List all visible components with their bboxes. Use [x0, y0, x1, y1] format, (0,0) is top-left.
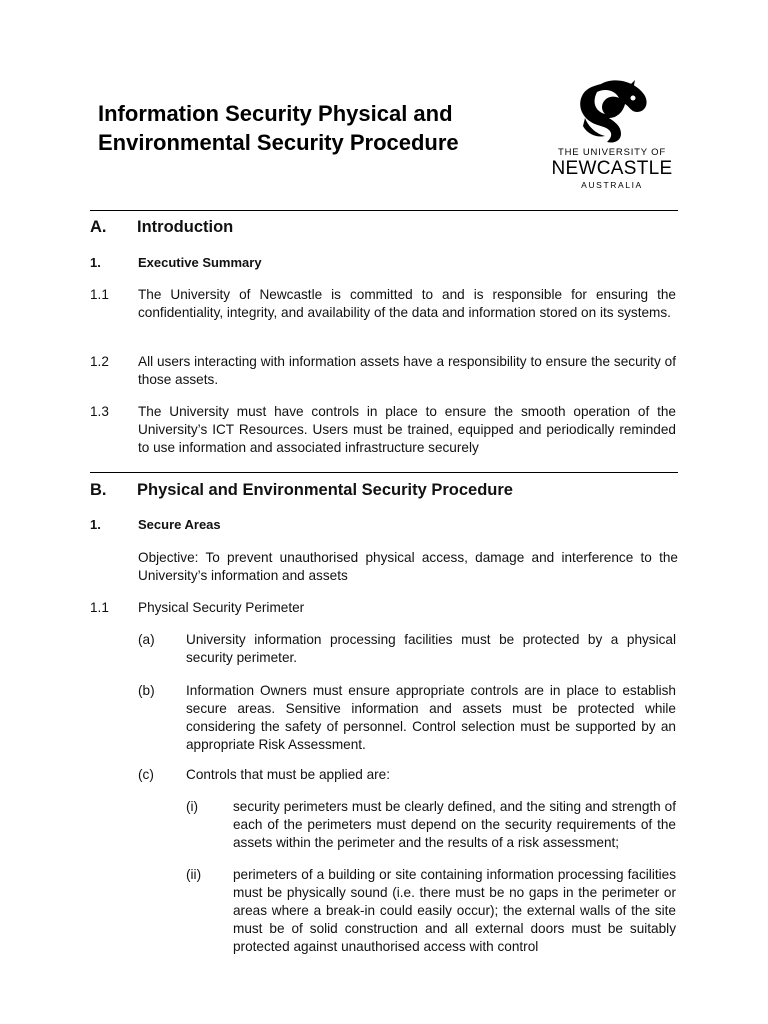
clause-text: The University of Newcastle is committed to and is responsible for ensuring the confidentiality, integrity, and availability of the data and information stored on its systems. [138, 287, 676, 320]
item-text: Controls that must be applied are: [186, 767, 391, 782]
section-letter: B. [90, 481, 107, 499]
document-title: Information Security Physical and Environmental Security Procedure [98, 101, 459, 155]
objective-body: Objective: To prevent unauthorised physical access, damage and interference to the University’s information and assets [138, 550, 678, 583]
clause-number: 1.1 [90, 287, 109, 302]
item-number: (a) [138, 632, 155, 647]
subheading-title: Secure Areas [138, 517, 221, 532]
item-number: (c) [138, 767, 154, 782]
clause-number: 1.3 [90, 404, 109, 419]
logo-line-2: NEWCASTLE [551, 158, 673, 179]
divider [90, 210, 678, 211]
logo-line-3: AUSTRALIA [581, 180, 643, 190]
item-text: Information Owners must ensure appropriate controls are in place to establish secure areas. Sensitive information and assets must be protected while considering the safety of personnel. Control selection must be supported by an appropriate Risk Assessment. [186, 683, 676, 752]
clause-number: 1.1 [90, 600, 109, 615]
clause-text: All users interacting with information assets have a responsibility to ensure the security of those assets. [138, 354, 676, 387]
subitem-number: (i) [186, 799, 199, 814]
subheading-title: Executive Summary [138, 255, 262, 270]
clause-number: 1.2 [90, 354, 109, 369]
seahorse-emblem-icon [575, 78, 649, 144]
clause-text: The University must have controls in place to ensure the smooth operation of the University’s ICT Resources. Users must be trained, equipped and periodically reminded to use information and associated infrastructure securely [138, 404, 676, 455]
clause-text: Physical Security Perimeter [138, 600, 305, 615]
logo-line-1: THE UNIVERSITY OF [558, 147, 666, 158]
subheading-number: 1. [90, 517, 101, 532]
subitem-text: security perimeters must be clearly defined, and the siting and strength of each of the perimeters must depend on the security requirements of the assets within the perimeter and the results of a risk assessment; [233, 799, 676, 850]
subitem-text: perimeters of a building or site containing information processing facilities must be physically sound (i.e. there must be no gaps in the perimeter or areas where a break-in could easily occur); the external walls of the site must be of solid construction and all external doors must be suitably protected against unauthorised access with control [233, 867, 676, 954]
section-letter: A. [90, 218, 107, 236]
subheading-number: 1. [90, 255, 101, 270]
item-number: (b) [138, 683, 155, 698]
item-text: University information processing facilities must be protected by a physical security perimeter. [186, 632, 676, 665]
subitem-number: (ii) [186, 867, 202, 882]
section-title: Introduction [137, 218, 234, 236]
section-title: Physical and Environmental Security Procedure [137, 481, 513, 499]
university-logo [547, 76, 677, 194]
divider [90, 472, 678, 473]
